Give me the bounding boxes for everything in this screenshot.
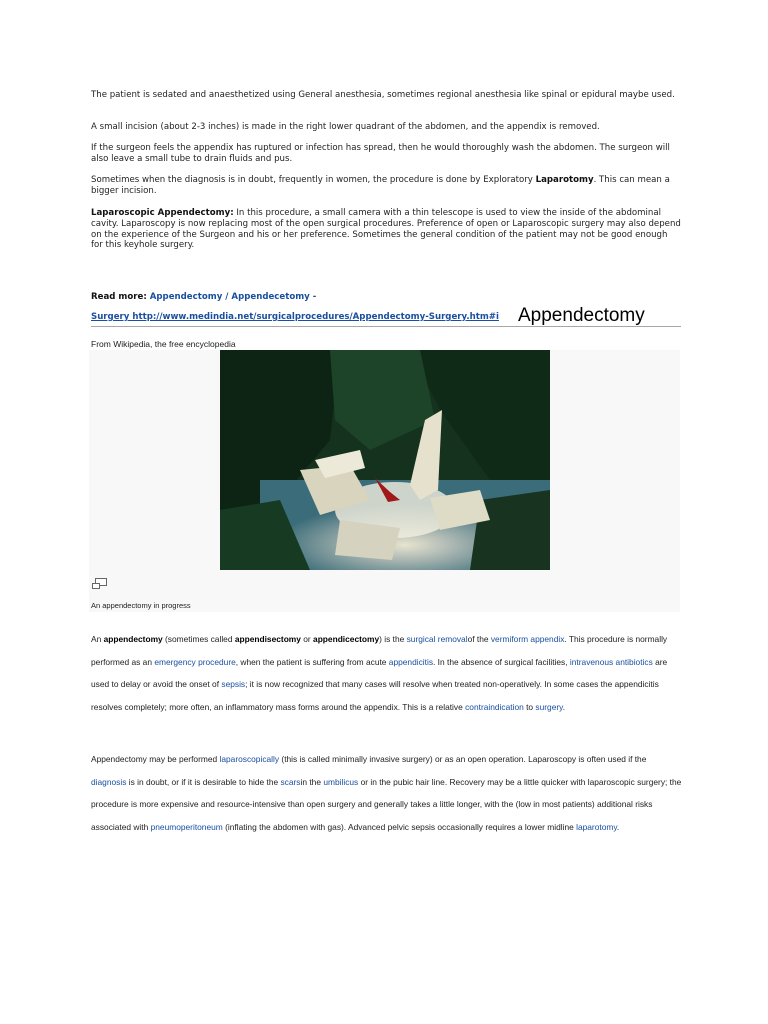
link-umbilicus[interactable]: umbilicus	[323, 776, 359, 787]
bold-term: Laparoscopic Appendectomy:	[91, 208, 234, 218]
text: of the	[467, 634, 491, 644]
paragraph-laparotomy	[91, 175, 681, 197]
bold-term: appendicectomy	[313, 634, 380, 644]
text: ) is the	[379, 634, 407, 644]
paragraph-anesthesia: The patient is sedated and anaesthetized using General anesthesia, sometimes regional anesthesia like spinal or epidural maybe used.	[91, 90, 675, 100]
text: , when the patient is suffering from acute	[235, 656, 389, 667]
text: . This procedure is normally performed as an	[91, 634, 668, 667]
text: . This can mean a bigger incision.	[91, 175, 670, 196]
text: (this is called minimally invasive surgery) or as an open operation. Laparoscopy is often used if the	[279, 754, 647, 764]
figure-caption: An appendectomy in progress	[91, 601, 191, 610]
text: Sometimes when the diagnosis is in doubt, frequently in women, the procedure is done by Exploratory	[91, 175, 536, 185]
text: in the	[300, 776, 324, 787]
source-note: From Wikipedia, the free encyclopedia	[91, 339, 236, 349]
text: In this procedure, a small camera with a thin telescope is used to view the inside of the abdominal cavity. Laparoscopy is now replacing most of the open surgical procedures. Preference of open or Laparoscopic surgery may also depend on the experience of the Surgeon and his or her preference. Sometimes the general condition of the patient may not be good enough for this keyhole surgery.	[91, 208, 681, 251]
link-vermiform-appendix[interactable]: vermiform appendix	[490, 634, 565, 644]
paragraph-incision: A small incision (about 2-3 inches) is made in the right lower quadrant of the abdomen, and the appendix is removed.	[91, 122, 600, 132]
text: is in doubt, or if it is desirable to hide the	[126, 776, 281, 787]
text: . In the absence of surgical facilities,	[433, 656, 570, 667]
link-diagnosis[interactable]: diagnosis	[91, 776, 127, 787]
text: are used to delay or avoid the onset of	[91, 656, 668, 690]
paragraph-appendectomy-intro	[91, 628, 683, 718]
paragraph-laparoscopic	[91, 208, 681, 251]
read-more-link[interactable]: Appendectomy / Appendecetomy -	[149, 292, 317, 302]
text: .	[562, 701, 566, 712]
bold-term: Laparotomy	[535, 175, 594, 185]
text: An	[91, 634, 104, 644]
paragraph-wash: If the surgeon feels the appendix has ruptured or infection has spread, then he would thoroughly wash the abdomen. The surgeon will also leave a small tube to drain fluids and pus.	[91, 143, 670, 164]
enlarge-icon[interactable]	[92, 578, 108, 590]
link-sepsis[interactable]: sepsis	[221, 679, 246, 690]
paragraph-laparoscopic-appendectomy	[91, 748, 683, 838]
link-pneumoperitoneum[interactable]: pneumoperitoneum	[150, 821, 223, 832]
title-bar	[91, 304, 681, 327]
link-contraindication[interactable]: contraindication	[465, 701, 524, 712]
text: Appendectomy may be performed	[91, 754, 220, 764]
bold-term: appendisectomy	[234, 634, 301, 644]
read-more-line	[91, 292, 316, 302]
read-more-label: Read more:	[91, 292, 150, 302]
text: ; it is now recognized that many cases will resolve when treated non-operatively. In some cases the appendicitis resolves completely; more often, an inflammatory mass forms around the appendix. This is a relative	[91, 679, 659, 712]
link-scars[interactable]: scars	[280, 776, 301, 787]
link-appendicitis[interactable]: appendicitis	[388, 656, 434, 667]
page-title: Appendectomy	[518, 305, 645, 326]
text: or in the pubic hair line. Recovery may be a little quicker with laparoscopic surgery; the procedure is more expensive and resource-intensive than open surgery and generally takes a little longer, with the (low in most patients) additional risks associated with	[91, 776, 682, 832]
link-laparotomy[interactable]: laparotomy	[576, 821, 617, 832]
surgery-photo[interactable]	[220, 350, 550, 570]
link-intravenous-antibiotics[interactable]: intravenous antibiotics	[569, 656, 653, 667]
link-surgical-removal[interactable]: surgical removal	[406, 634, 468, 644]
link-emergency-procedure[interactable]: emergency procedure	[154, 656, 236, 667]
text: (sometimes called	[162, 634, 235, 644]
source-url-link[interactable]: Surgery http://www.medindia.net/surgicalprocedures/Appendectomy-Surgery.htm#i	[91, 312, 499, 322]
text: to	[523, 701, 536, 712]
text: .	[616, 821, 620, 832]
bold-term: appendectomy	[103, 634, 163, 644]
text: (inflating the abdomen with gas). Advanced pelvic sepsis occasionally requires a lower midline	[222, 821, 577, 832]
text: or	[300, 634, 314, 644]
link-laparoscopically[interactable]: laparoscopically	[219, 754, 280, 764]
link-surgery[interactable]: surgery	[535, 701, 563, 712]
